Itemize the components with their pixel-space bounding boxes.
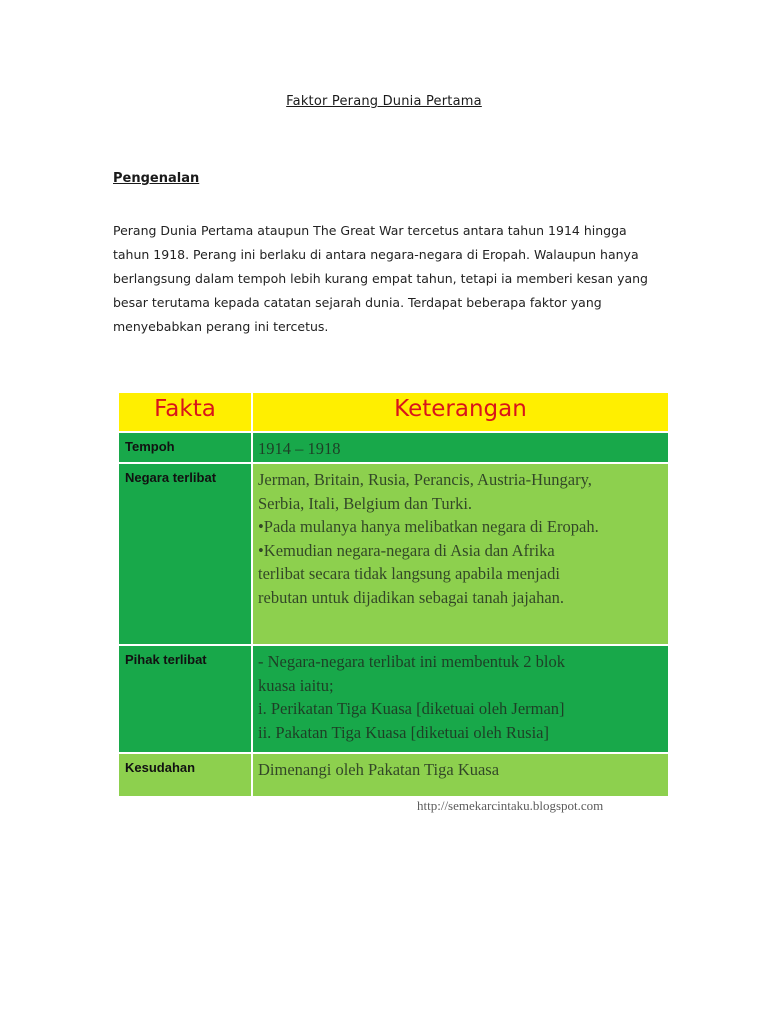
- header-fakta: Fakta: [154, 396, 216, 422]
- row-value-cell: [253, 433, 668, 462]
- intro-line: Perang Dunia Pertama ataupun The Great War tercetus antara tahun 1914 hingga: [113, 223, 627, 238]
- row-label-cell: [119, 646, 251, 752]
- header-keterangan: Keterangan: [394, 396, 527, 422]
- row-value-line: terlibat secara tidak langsung apabila menjadi: [258, 564, 560, 583]
- row-value-cell: [253, 464, 668, 644]
- row-value: [258, 468, 664, 609]
- intro-paragraph: [113, 219, 673, 339]
- row-value: [258, 437, 664, 461]
- row-value-cell: [253, 754, 668, 796]
- row-label: Tempoh: [125, 439, 175, 454]
- source-watermark: http://semekarcintaku.blogspot.com: [417, 798, 604, 813]
- row-value-line: - Negara-negara terlibat ini membentuk 2 blok: [258, 652, 565, 671]
- row-value-line: rebutan untuk dijadikan sebagai tanah jajahan.: [258, 587, 565, 607]
- row-label: Negara terlibat: [125, 470, 217, 485]
- row-value-line: •Kemudian negara-negara di Asia dan Afrika: [258, 540, 555, 560]
- document-title: Faktor Perang Dunia Pertama: [286, 94, 482, 109]
- row-value-line: kuasa iaitu;: [258, 675, 334, 695]
- row-value-line: i. Perikatan Tiga Kuasa [diketuai oleh Jerman]: [258, 699, 565, 718]
- row-label: Pihak terlibat: [125, 652, 207, 667]
- row-value-line: 1914 – 1918: [258, 439, 341, 458]
- fact-table-image: [119, 393, 668, 796]
- table-row-tempoh: [119, 433, 668, 462]
- table-row-pihak-terlibat: [119, 646, 668, 752]
- row-value-line: •Pada mulanya hanya melibatkan negara di Eropah.: [258, 517, 599, 536]
- header-cell-fakta: [119, 393, 251, 431]
- row-value: [258, 758, 664, 782]
- intro-line: tahun 1918. Perang ini berlaku di antara negara-negara di Eropah. Walaupun hanya: [113, 247, 639, 262]
- intro-line: berlangsung dalam tempoh lebih kurang empat tahun, tetapi ia memberi kesan yang: [113, 271, 648, 286]
- row-label-cell: [119, 464, 251, 644]
- table-row-kesudahan: [119, 754, 668, 796]
- header-cell-keterangan: [253, 393, 668, 431]
- row-value-line: Dimenangi oleh Pakatan Tiga Kuasa: [258, 760, 500, 779]
- section-heading: Pengenalan: [113, 171, 200, 186]
- intro-line: menyebabkan perang ini tercetus.: [113, 319, 329, 334]
- row-value-line: Jerman, Britain, Rusia, Perancis, Austria-Hungary,: [258, 470, 592, 489]
- intro-line: besar terutama kepada catatan sejarah dunia. Terdapat beberapa faktor yang: [113, 295, 602, 310]
- table-row-negara-terlibat: [119, 464, 668, 644]
- row-value-line: Serbia, Itali, Belgium dan Turki.: [258, 493, 473, 513]
- row-value-cell: [253, 646, 668, 752]
- table-header-row: [119, 393, 668, 431]
- row-label: Kesudahan: [125, 760, 196, 775]
- row-value-line: ii. Pakatan Tiga Kuasa [diketuai oleh Rusia]: [258, 722, 549, 742]
- row-value: [258, 650, 664, 744]
- row-label-cell: [119, 433, 251, 462]
- row-label-cell: [119, 754, 251, 796]
